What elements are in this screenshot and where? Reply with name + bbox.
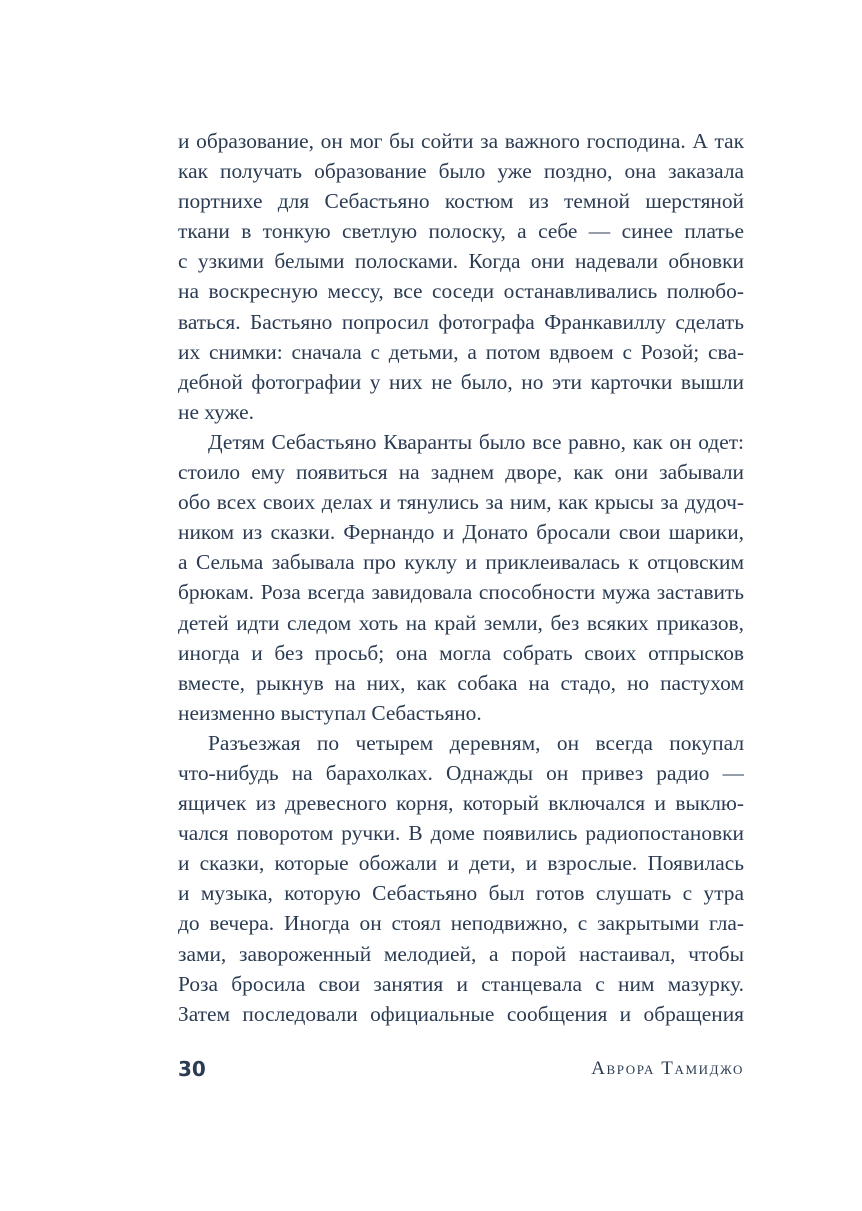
text-line: неизменно выступал Себастьяно. — [178, 700, 482, 725]
text-line: и музыка, которую Себастьяно был готов слушать с утра — [178, 881, 744, 906]
text-line: Разъезжая по четырем деревням, он всегда покупал — [208, 730, 744, 755]
paragraph — [178, 427, 744, 728]
text-line: как получать образование было уже поздно, она заказала — [178, 159, 744, 184]
body-text — [178, 126, 744, 1029]
text-line: на воскресную мессу, все соседи останавливались полюбо- — [178, 279, 744, 304]
text-line: а Сельма забывала про куклу и приклеивалась к отцовским — [178, 550, 744, 575]
text-line: что-нибудь на барахолках. Однажды он привез радио — — [178, 760, 744, 785]
text-line: до вечера. Иногда он стоял неподвижно, с закрытыми гла- — [178, 911, 744, 936]
text-line: Детям Себастьяно Кваранты было все равно, как он одет: — [208, 429, 744, 454]
text-line: и сказки, которые обожали и дети, и взрослые. Появилась — [178, 851, 744, 876]
text-line: не хуже. — [178, 399, 254, 424]
running-footer-author: Аврора Тамиджо — [591, 1058, 744, 1079]
text-line: и образование, он мог бы сойти за важного господина. А так — [178, 129, 744, 153]
text-line: иногда и без просьб; она могла собрать своих отпрысков — [178, 640, 744, 665]
text-line: брюкам. Роза всегда завидовала способности мужа заставить — [178, 580, 744, 605]
text-line: их снимки: сначала с детьми, а потом вдвоем с Розой; сва- — [178, 339, 744, 364]
text-line: Роза бросила свои занятия и станцевала с ним мазурку. — [178, 971, 744, 996]
text-line: вместе, рыкнув на них, как собака на стадо, но пастухом — [178, 670, 744, 695]
text-line: портнихе для Себастьяно костюм из темной шерстяной — [178, 189, 744, 214]
paragraph — [178, 126, 744, 427]
text-line: ваться. Бастьяно попросил фотографа Франкавиллу сделать — [178, 309, 744, 334]
text-line: детей идти следом хоть на край земли, без всяких приказов, — [178, 610, 744, 635]
paragraph — [178, 728, 744, 1029]
text-line: Затем последовали официальные сообщения и обращения — [178, 1001, 744, 1026]
text-line: с узкими белыми полосками. Когда они надевали обновки — [178, 249, 744, 274]
text-line: дебной фотографии у них не было, но эти карточки вышли — [178, 369, 744, 394]
page-footer — [178, 1054, 744, 1084]
page-number: 30 — [178, 1057, 206, 1081]
text-line: зами, завороженный мелодией, а порой настаивал, чтобы — [178, 941, 744, 966]
text-line: ткани в тонкую светлую полоску, а себе — синее платье — [178, 219, 744, 244]
text-line: стоило ему появиться на заднем дворе, как они забывали — [178, 460, 744, 485]
text-line: обо всех своих делах и тянулись за ним, как крысы за дудоч- — [178, 490, 744, 515]
text-line: ником из сказки. Фернандо и Донато бросали свои шарики, — [178, 520, 744, 545]
text-line: ящичек из древесного корня, который включался и выклю- — [178, 791, 744, 816]
text-line: чался поворотом ручки. В доме появились радиопостановки — [178, 821, 744, 846]
